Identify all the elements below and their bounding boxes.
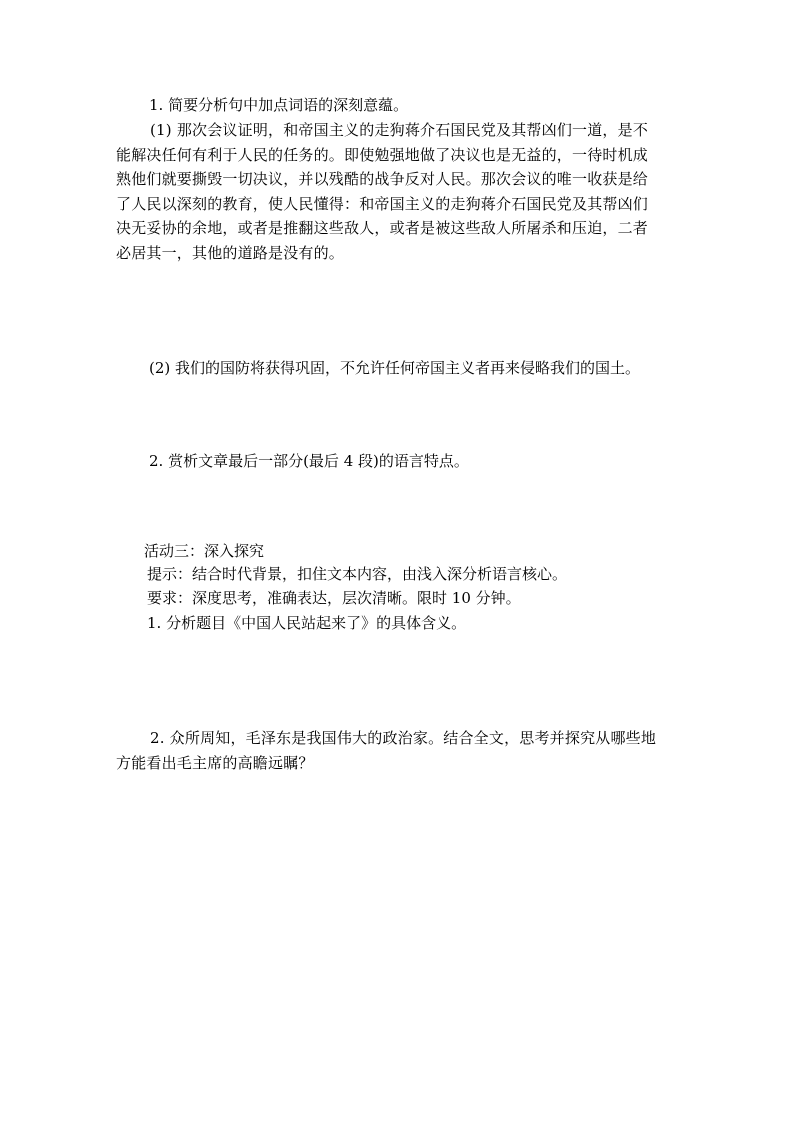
- question-1-heading: 1. 简要分析句中加点词语的深刻意蕴。: [149, 96, 409, 114]
- quote-paragraph-1: [116, 118, 686, 265]
- quote-line: 了人民以深刻的教育，使人民懂得：和帝国主义的走狗蒋介石国民党及其帮凶们: [116, 194, 649, 213]
- activity-question-1: 1. 分析题目《中国人民站起来了》的具体含义。: [147, 614, 467, 632]
- quote-line: (1) 那次会议证明，和帝国主义的走狗蒋介石国民党及其帮凶们一道，是不: [150, 121, 649, 139]
- quote-paragraph-2: (2) 我们的国防将获得巩固，不允许任何帝国主义者再来侵略我们的国土。: [149, 359, 641, 377]
- quote-line: 熟他们就要撕毁一切决议，并以残酷的战争反对人民。那次会议的唯一收获是给: [116, 170, 649, 188]
- requirement-text: 要求：深度思考，准确表达，层次清晰。限时 10 分钟。: [147, 589, 521, 607]
- hint-text: 提示：结合时代背景，扣住文本内容，由浅入深分析语言核心。: [147, 565, 568, 583]
- question-line: 方能看出毛主席的高瞻远瞩？: [116, 753, 314, 772]
- activity-question-2: [116, 726, 696, 775]
- quote-line: 必居其一，其他的道路是没有的。: [116, 243, 345, 262]
- quote-line: 决无妥协的余地，或者是推翻这些敌人，或者是被这些敌人所屠杀和压迫，二者: [116, 219, 649, 237]
- question-2-heading: 2. 赏析文章最后一部分(最后 4 段)的语言特点。: [149, 452, 469, 470]
- quote-line: 能解决任何有利于人民的任务的。即使勉强地做了决议也是无益的，一待时机成: [116, 145, 649, 164]
- activity-3-heading: 活动三：深入探究: [144, 542, 265, 560]
- question-line: 2. 众所周知，毛泽东是我国伟大的政治家。结合全文，思考并探究从哪些地: [150, 729, 657, 747]
